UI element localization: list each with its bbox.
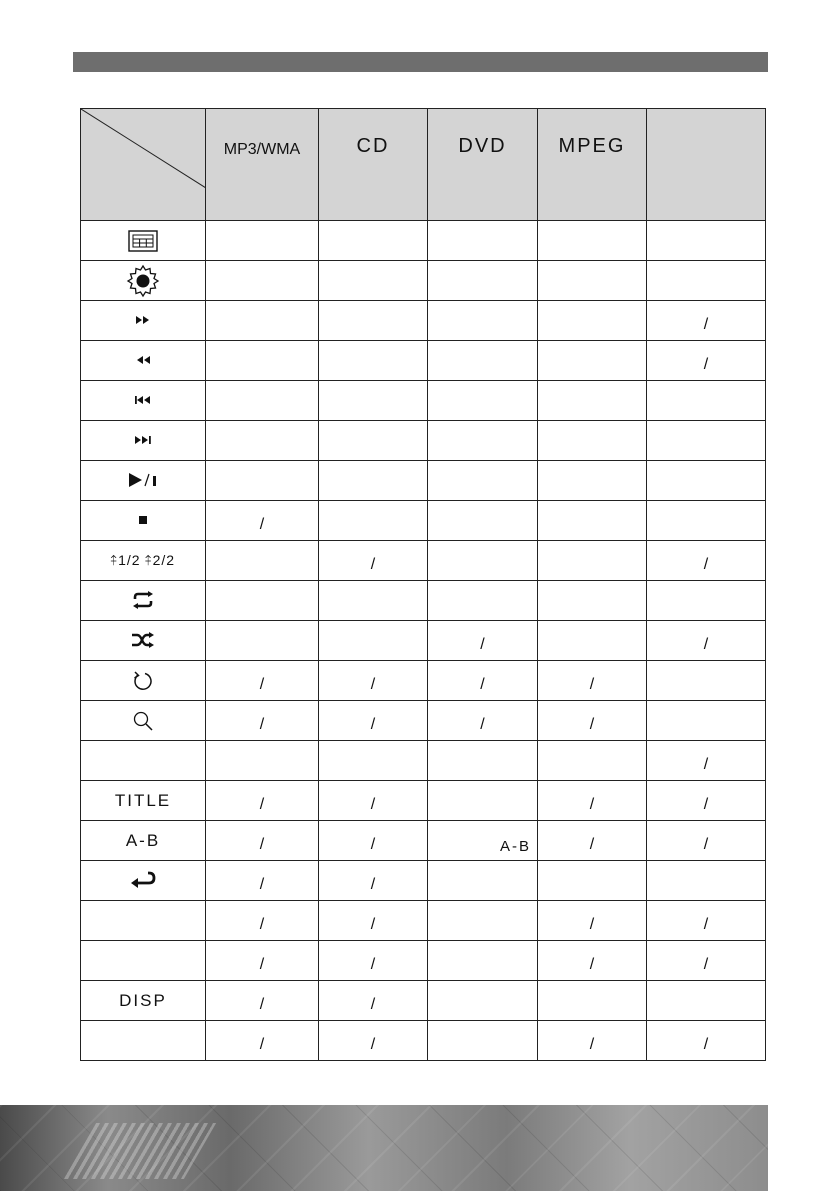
cell-mp3wma — [206, 941, 319, 981]
cell-value: / — [703, 915, 709, 933]
cell-cd — [319, 341, 428, 381]
row-ab-label: A-B — [125, 830, 161, 850]
cell-mpeg — [538, 541, 647, 581]
cell-mp3wma — [206, 981, 319, 1021]
cell-mp3wma — [206, 901, 319, 941]
cell-dvd — [428, 621, 538, 661]
cell-extra — [647, 461, 766, 501]
row-blank4-key — [81, 1021, 206, 1061]
fast-rewind-icon — [135, 352, 151, 369]
cell-mpeg — [538, 901, 647, 941]
cell-mpeg — [538, 341, 647, 381]
cell-extra — [647, 261, 766, 301]
cell-value: / — [589, 795, 595, 813]
cell-value: / — [480, 675, 485, 693]
row-return-key — [81, 861, 206, 901]
cell-value: / — [370, 955, 376, 973]
skip-next-icon — [134, 432, 152, 449]
cell-value: / — [259, 515, 265, 533]
cell-dvd — [428, 941, 538, 981]
cell-cd — [319, 701, 428, 741]
cell-mpeg — [538, 221, 647, 261]
table-row — [81, 661, 766, 701]
cell-mpeg — [538, 701, 647, 741]
row-stop-key — [81, 501, 206, 541]
col-header-mp3wma: MP3/WMA — [206, 109, 319, 221]
shuffle-icon — [131, 632, 155, 649]
table-row — [81, 581, 766, 621]
cell-cd — [319, 941, 428, 981]
table-row — [81, 1021, 766, 1061]
table-row — [81, 421, 766, 461]
row-play-key — [81, 461, 206, 501]
cell-cd — [319, 781, 428, 821]
cell-mpeg — [538, 501, 647, 541]
row-page-key — [81, 541, 206, 581]
cell-value: / — [589, 715, 595, 733]
row-setup-key — [81, 261, 206, 301]
cell-mpeg — [538, 261, 647, 301]
cell-mp3wma — [206, 541, 319, 581]
table-row — [81, 701, 766, 741]
cell-mp3wma — [206, 461, 319, 501]
cell-mpeg — [538, 301, 647, 341]
cell-mpeg — [538, 461, 647, 501]
cell-dvd — [428, 821, 538, 861]
cell-cd — [319, 381, 428, 421]
cell-extra — [647, 701, 766, 741]
cell-dvd — [428, 861, 538, 901]
cell-extra — [647, 221, 766, 261]
cell-value: / — [703, 635, 709, 653]
cell-value: / — [259, 835, 265, 853]
cell-extra — [647, 581, 766, 621]
cell-value: / — [589, 955, 595, 973]
cell-mpeg — [538, 781, 647, 821]
cell-value: / — [703, 555, 709, 573]
cell-dvd — [428, 901, 538, 941]
cell-cd — [319, 461, 428, 501]
cell-extra — [647, 981, 766, 1021]
cell-value: / — [703, 315, 709, 333]
cell-extra — [647, 341, 766, 381]
cell-value: / — [589, 915, 595, 933]
cell-value: / — [370, 1035, 376, 1053]
cell-cd — [319, 621, 428, 661]
cell-value: / — [480, 635, 485, 653]
cell-value: / — [370, 875, 376, 893]
table-row — [81, 541, 766, 581]
skip-previous-icon — [134, 392, 152, 409]
row-blank3-key — [81, 941, 206, 981]
cell-mp3wma — [206, 701, 319, 741]
cell-mp3wma — [206, 581, 319, 621]
cell-cd — [319, 221, 428, 261]
table-row — [81, 901, 766, 941]
col-header-blank — [647, 109, 766, 221]
table-row — [81, 261, 766, 301]
cell-value: / — [370, 835, 376, 853]
footer-band — [0, 1105, 768, 1191]
row-ff-key — [81, 301, 206, 341]
cell-mpeg — [538, 621, 647, 661]
row-menu-key — [81, 221, 206, 261]
cell-mp3wma — [206, 821, 319, 861]
row-page-label: ⤉1/2 ⤉2/2 — [110, 551, 176, 568]
cell-cd — [319, 1021, 428, 1061]
footer-decoration — [64, 1123, 216, 1179]
cell-cd — [319, 981, 428, 1021]
cell-extra — [647, 381, 766, 421]
table-row — [81, 301, 766, 341]
cell-mp3wma — [206, 501, 319, 541]
cell-cd — [319, 501, 428, 541]
cell-value: A-B — [499, 838, 531, 855]
cell-cd — [319, 901, 428, 941]
cell-extra — [647, 421, 766, 461]
cell-value: / — [259, 915, 265, 933]
cell-extra — [647, 661, 766, 701]
cell-value: / — [370, 795, 376, 813]
cell-mpeg — [538, 661, 647, 701]
cell-value: / — [259, 1035, 265, 1053]
row-disp-label: DISP — [119, 990, 167, 1010]
cell-value: / — [703, 835, 709, 853]
cell-extra — [647, 1021, 766, 1061]
cell-value: / — [259, 875, 265, 893]
cell-value: / — [259, 715, 265, 733]
cell-dvd — [428, 341, 538, 381]
cell-dvd — [428, 1021, 538, 1061]
cell-cd — [319, 421, 428, 461]
cell-mp3wma — [206, 381, 319, 421]
cell-dvd — [428, 421, 538, 461]
cell-value: / — [589, 1035, 595, 1053]
cell-mp3wma — [206, 221, 319, 261]
cell-extra — [647, 541, 766, 581]
play-pause-icon — [127, 472, 159, 489]
cell-value: / — [370, 675, 376, 693]
cell-cd — [319, 861, 428, 901]
cell-mp3wma — [206, 741, 319, 781]
cell-value: / — [370, 715, 376, 733]
col-header-dvd: DVD — [428, 109, 538, 221]
table-row — [81, 221, 766, 261]
cell-mp3wma — [206, 341, 319, 381]
col-header-mpeg: MPEG — [538, 109, 647, 221]
row-blank1-key — [81, 741, 206, 781]
cell-value: / — [370, 555, 376, 573]
cell-dvd — [428, 501, 538, 541]
table-row — [81, 341, 766, 381]
cell-cd — [319, 261, 428, 301]
header-bar — [73, 52, 768, 72]
table-row — [81, 621, 766, 661]
cell-value: / — [370, 995, 376, 1013]
cell-dvd — [428, 741, 538, 781]
row-ab-key — [81, 821, 206, 861]
cell-cd — [319, 741, 428, 781]
return-icon — [130, 872, 156, 889]
cell-dvd — [428, 261, 538, 301]
cell-dvd — [428, 661, 538, 701]
cell-dvd — [428, 381, 538, 421]
cell-value: / — [703, 755, 709, 773]
cell-extra — [647, 861, 766, 901]
gear-setup-icon — [126, 272, 160, 289]
cell-extra — [647, 821, 766, 861]
cell-dvd — [428, 541, 538, 581]
cell-mpeg — [538, 941, 647, 981]
col-header-cd: CD — [319, 109, 428, 221]
cell-extra — [647, 781, 766, 821]
cell-mpeg — [538, 981, 647, 1021]
cell-mp3wma — [206, 421, 319, 461]
cell-value: / — [703, 955, 709, 973]
row-shuffle-key — [81, 621, 206, 661]
table-row — [81, 741, 766, 781]
cell-cd — [319, 301, 428, 341]
diagonal-divider-icon — [81, 109, 206, 188]
function-table — [80, 108, 766, 1061]
cell-value: / — [259, 795, 265, 813]
cell-mp3wma — [206, 661, 319, 701]
table-row — [81, 941, 766, 981]
cell-dvd — [428, 461, 538, 501]
header-row — [81, 109, 766, 221]
fast-forward-icon — [135, 312, 151, 329]
cell-extra — [647, 501, 766, 541]
cell-extra — [647, 621, 766, 661]
table-row — [81, 381, 766, 421]
cell-mp3wma — [206, 1021, 319, 1061]
cell-dvd — [428, 221, 538, 261]
row-next-key — [81, 421, 206, 461]
cell-dvd — [428, 581, 538, 621]
table-row — [81, 501, 766, 541]
cell-mpeg — [538, 581, 647, 621]
cell-dvd — [428, 301, 538, 341]
row-zoom-key — [81, 701, 206, 741]
table-row — [81, 821, 766, 861]
cell-mp3wma — [206, 301, 319, 341]
cell-value: / — [370, 915, 376, 933]
cell-cd — [319, 581, 428, 621]
cell-dvd — [428, 701, 538, 741]
cell-mpeg — [538, 1021, 647, 1061]
cell-value: / — [259, 995, 265, 1013]
cell-cd — [319, 821, 428, 861]
cell-value: / — [480, 715, 485, 733]
cell-mpeg — [538, 421, 647, 461]
cell-value: / — [703, 355, 709, 373]
cell-dvd — [428, 781, 538, 821]
rotate-icon — [132, 672, 154, 689]
cell-extra — [647, 941, 766, 981]
cell-value: / — [703, 795, 709, 813]
cell-mpeg — [538, 741, 647, 781]
cell-mpeg — [538, 821, 647, 861]
cell-mp3wma — [206, 621, 319, 661]
cell-value: / — [259, 675, 265, 693]
row-rotate-key — [81, 661, 206, 701]
row-title-label: TITLE — [114, 790, 172, 810]
cell-extra — [647, 741, 766, 781]
stop-icon — [138, 512, 148, 529]
cell-mpeg — [538, 381, 647, 421]
cell-mp3wma — [206, 261, 319, 301]
cell-extra — [647, 301, 766, 341]
table-row — [81, 861, 766, 901]
row-disp-key — [81, 981, 206, 1021]
cell-mpeg — [538, 861, 647, 901]
row-title-key — [81, 781, 206, 821]
cell-dvd — [428, 981, 538, 1021]
repeat-icon — [131, 592, 155, 609]
cell-cd — [319, 541, 428, 581]
grid-menu-icon — [128, 232, 158, 249]
cell-value: / — [259, 955, 265, 973]
cell-mp3wma — [206, 861, 319, 901]
cell-value: / — [589, 835, 595, 853]
cell-value: / — [703, 1035, 709, 1053]
cell-cd — [319, 661, 428, 701]
zoom-icon — [132, 712, 154, 729]
row-repeat-key — [81, 581, 206, 621]
cell-value: / — [589, 675, 595, 693]
row-prev-key — [81, 381, 206, 421]
cell-extra — [647, 901, 766, 941]
table-row — [81, 781, 766, 821]
cell-mp3wma — [206, 781, 319, 821]
table-row — [81, 981, 766, 1021]
table-row — [81, 461, 766, 501]
row-fr-key — [81, 341, 206, 381]
corner-cell — [81, 109, 206, 221]
row-blank2-key — [81, 901, 206, 941]
